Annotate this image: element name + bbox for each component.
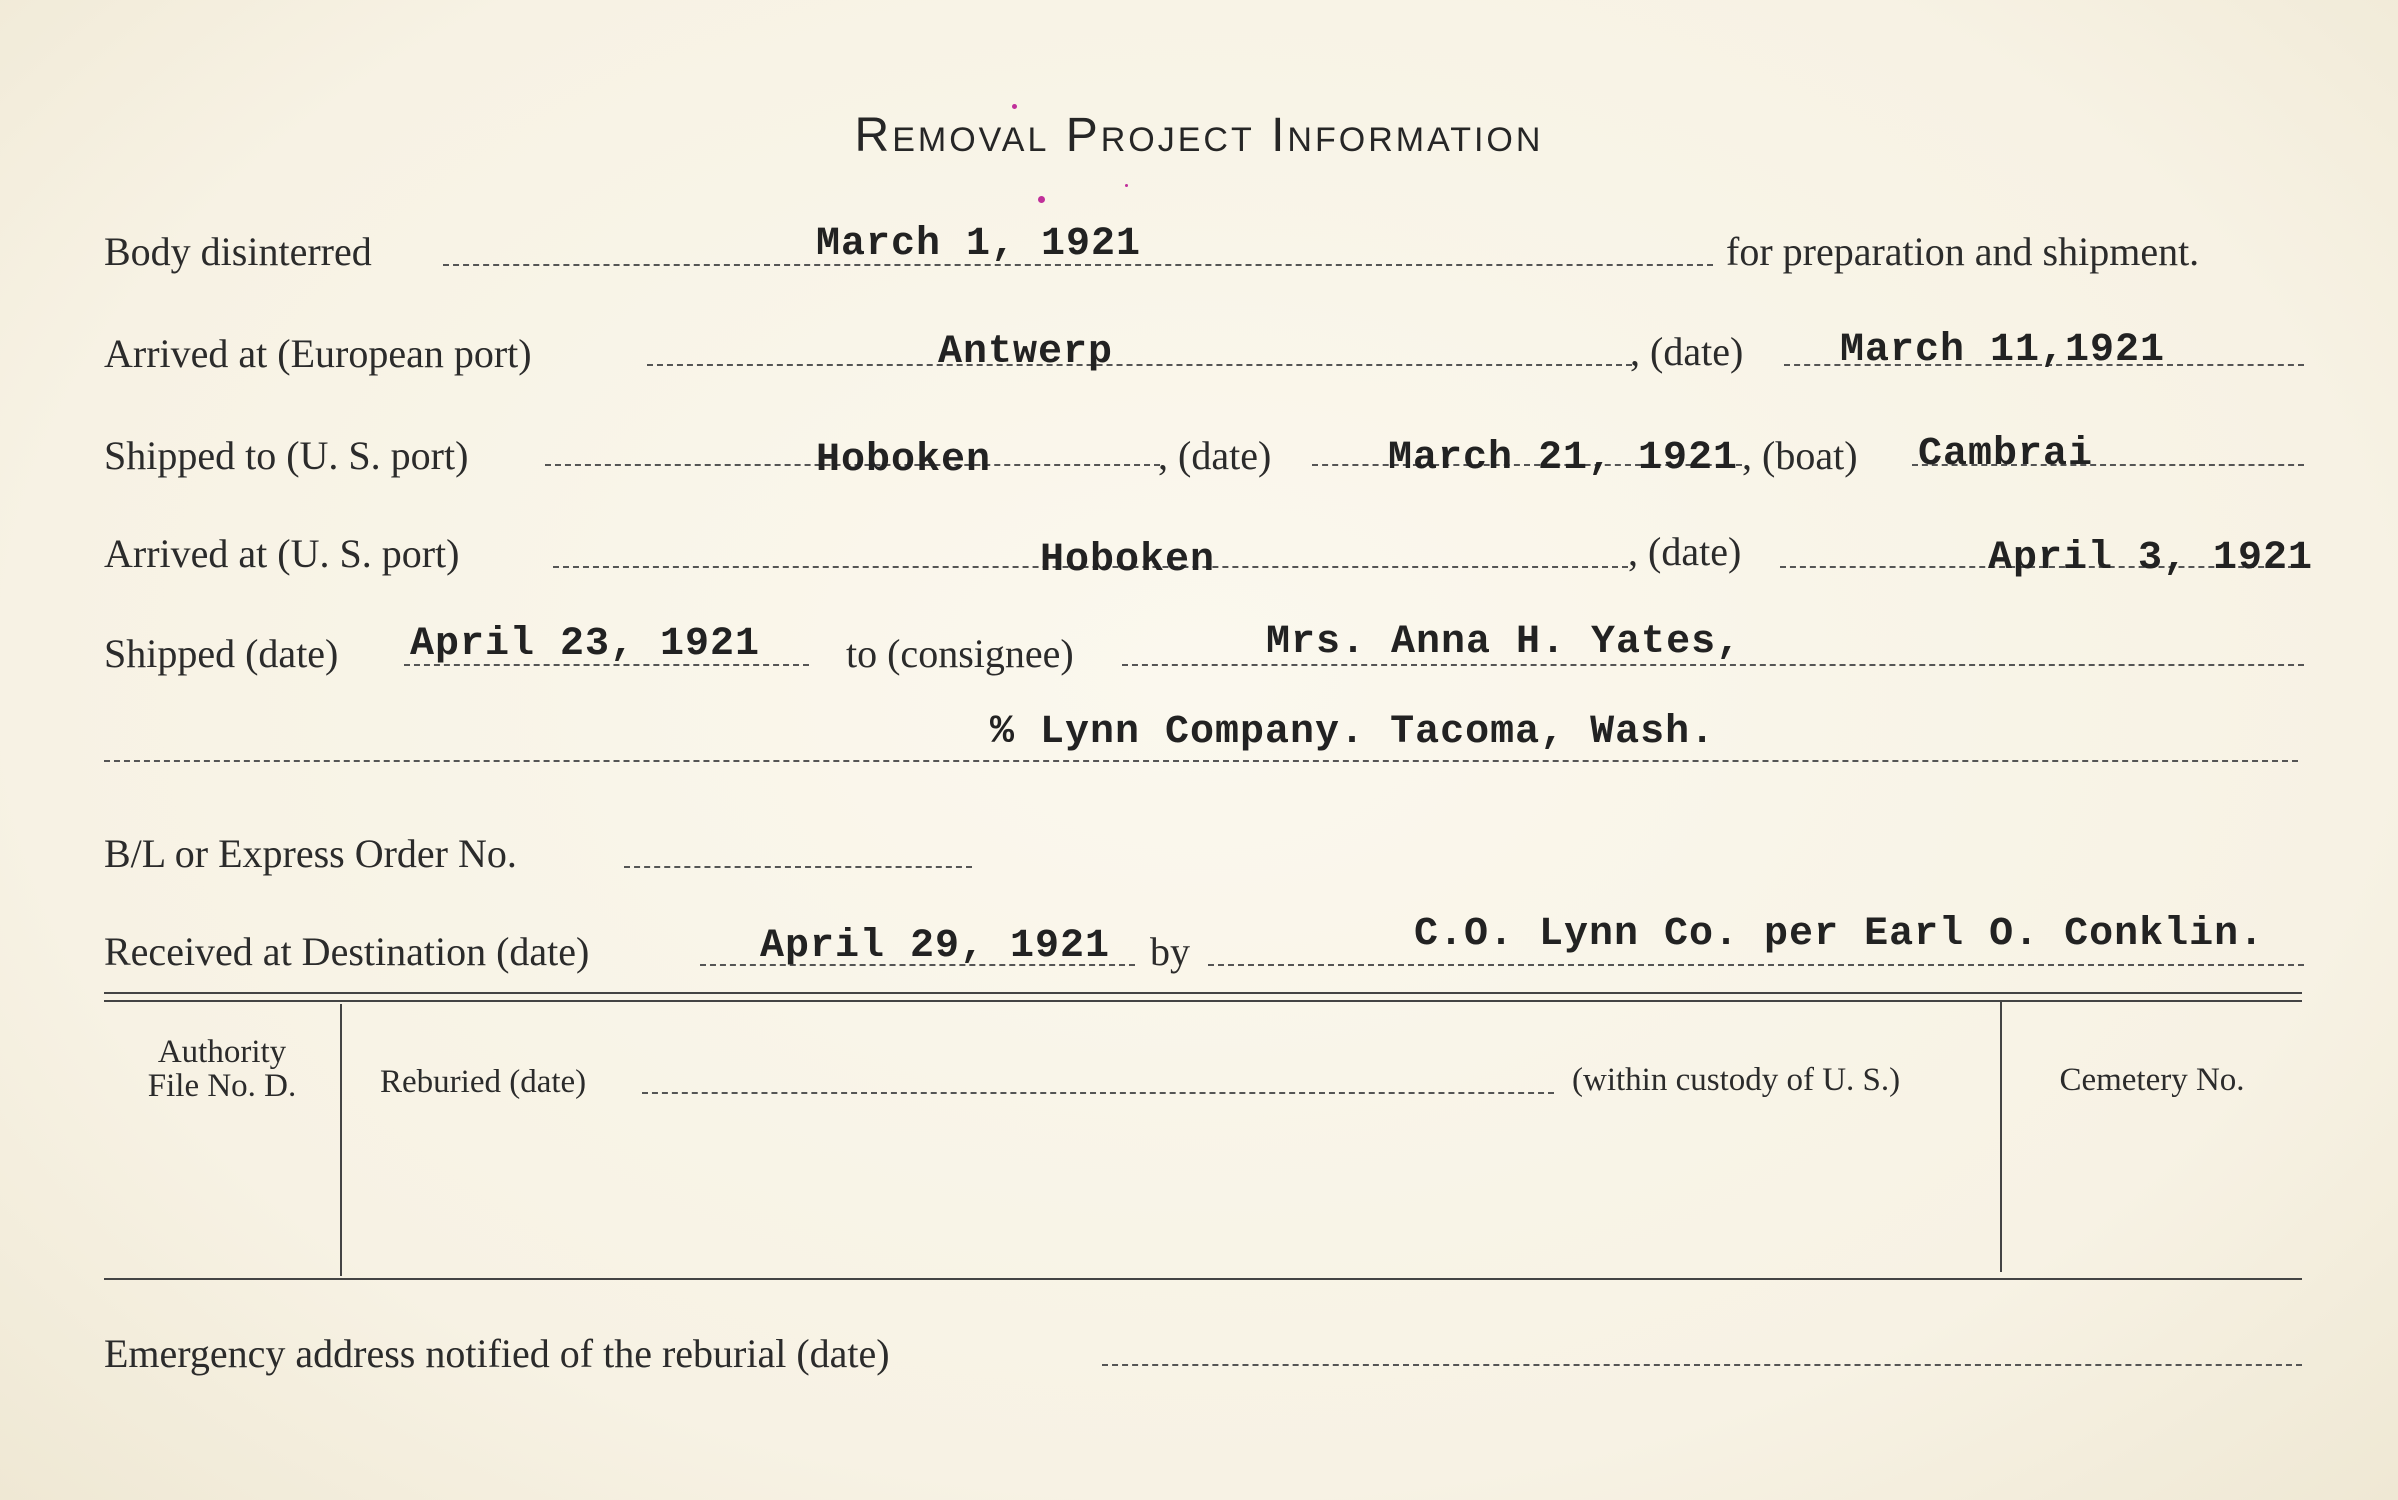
ink-mark: [1125, 184, 1128, 187]
bl-express-label: B/L or Express Order No.: [104, 831, 517, 876]
shipped-date-value: March 21, 1921: [1388, 436, 1739, 481]
shipped-out-date-value: April 23, 1921: [410, 622, 761, 667]
disinterred-date-value: March 1, 1921: [816, 222, 1142, 267]
reburied-label: Reburied (date): [380, 1064, 587, 1100]
european-date-label: , (date): [1630, 329, 1744, 374]
table-divider-right: [2000, 1000, 2002, 1272]
authority-label-2: File No. D.: [147, 1068, 297, 1104]
consignee-label: to (consignee): [846, 631, 1074, 676]
ink-mark: [1038, 196, 1045, 203]
table-divider-left: [340, 1004, 342, 1276]
reburied-line: [642, 1092, 1554, 1094]
authority-label-1: Authority: [157, 1034, 287, 1070]
consignee-line-2: [104, 760, 2298, 762]
european-port-value: Antwerp: [938, 330, 1114, 375]
european-port-line: [647, 364, 1632, 366]
table-bottom-rule: [104, 1278, 2302, 1280]
emergency-label: Emergency address notified of the reburial (date): [104, 1331, 890, 1376]
us-arrival-date-value: April 3, 1921: [1988, 536, 2314, 581]
us-port-shipped-value: Hoboken: [816, 438, 992, 483]
bl-express-line: [624, 866, 972, 868]
consignee-line1-value: Mrs. Anna H. Yates,: [1266, 620, 1742, 665]
received-by-line: [1208, 964, 2304, 966]
received-date-value: April 29, 1921: [760, 924, 1111, 969]
cemetery-no-label: Cemetery No.: [2059, 1062, 2245, 1098]
received-by-value: C.O. Lynn Co. per Earl O. Conklin.: [1414, 912, 2265, 957]
body-disinterred-label: Body disinterred: [104, 229, 372, 274]
by-label: by: [1150, 929, 1190, 974]
emergency-line: [1102, 1364, 2302, 1366]
arrived-european-label: Arrived at (European port): [104, 331, 532, 376]
us-arrival-date-label: , (date): [1628, 529, 1742, 574]
shipped-to-us-label: Shipped to (U. S. port): [104, 433, 469, 478]
shipped-date-label: , (date): [1158, 433, 1272, 478]
shipped-out-date-label: Shipped (date): [104, 631, 339, 676]
received-dest-label: Received at Destination (date): [104, 929, 590, 974]
us-port-arrived-value: Hoboken: [1040, 538, 1216, 583]
for-preparation-label: for preparation and shipment.: [1726, 229, 2200, 274]
within-custody-label: (within custody of U. S.): [1572, 1062, 1901, 1098]
ink-mark: [1012, 104, 1017, 109]
page-title: Removal Project Information: [854, 109, 1544, 162]
table-top-rule-2: [104, 1000, 2302, 1002]
boat-label: , (boat): [1742, 433, 1858, 478]
table-top-rule-1: [104, 992, 2302, 994]
arrived-us-label: Arrived at (U. S. port): [104, 531, 460, 576]
european-arrival-date-value: March 11,1921: [1840, 328, 2166, 373]
consignee-line2-value: % Lynn Company. Tacoma, Wash.: [990, 710, 1716, 755]
boat-value: Cambrai: [1918, 432, 2094, 477]
